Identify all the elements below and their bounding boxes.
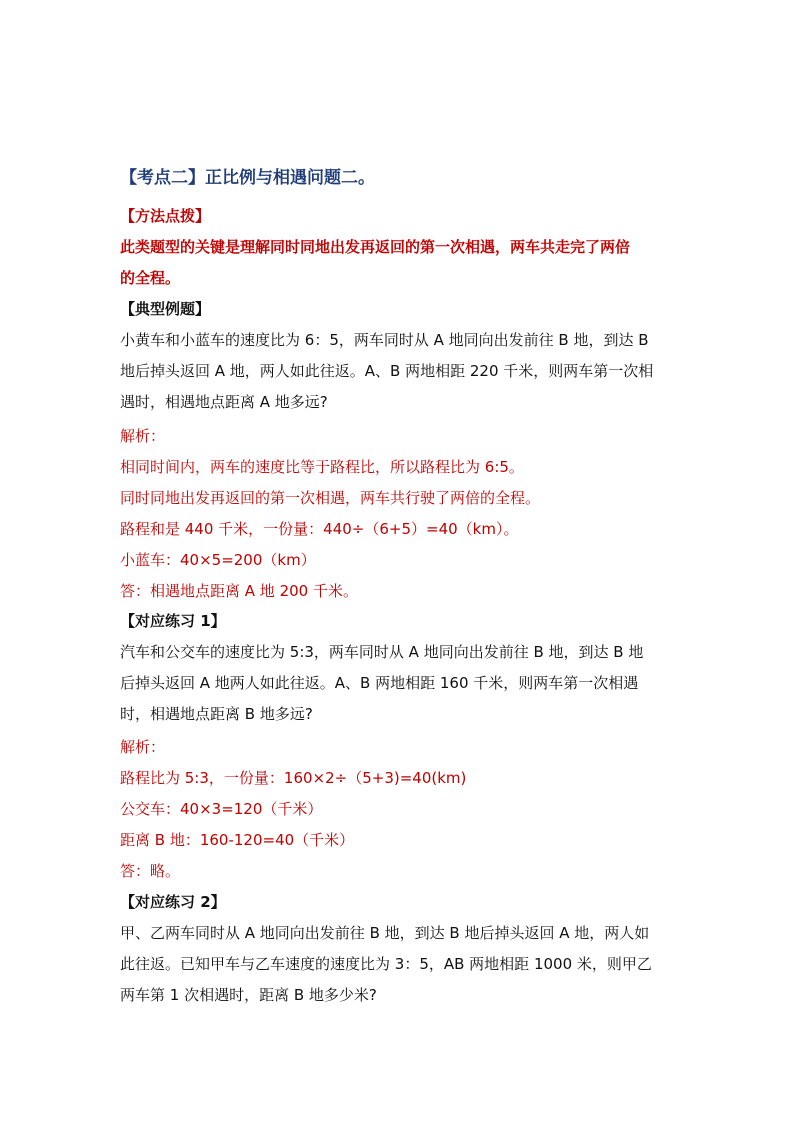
practice1-answer-line: 答：略。 [120,862,181,880]
practice2-question-line: 两车第 1 次相遇时，距离 B 地多少米? [120,986,377,1004]
example-heading: 【典型例题】 [120,300,211,318]
example-analysis-label: 解析： [120,427,166,445]
method-line: 的全程。 [120,269,181,287]
practice1-solution-line: 公交车：40×3=120（千米） [120,800,323,818]
practice1-analysis-label: 解析： [120,738,166,756]
practice1-question-line: 汽车和公交车的速度比为 5:3，两车同时从 A 地同向出发前往 B 地，到达 B 地 [120,643,644,661]
example-answer-line: 答：相遇地点距离 A 地 200 千米。 [120,582,358,600]
example-solution-line: 同时同地出发再返回的第一次相遇，两车共行驶了两倍的全程。 [120,489,541,507]
example-solution-line: 小蓝车：40×5=200（km） [120,551,316,569]
practice2-heading: 【对应练习 2】 [120,893,226,911]
practice1-question-line: 时，相遇地点距离 B 地多远? [120,705,313,723]
section-title: 【考点二】正比例与相遇问题二。 [120,168,375,188]
practice2-question-line: 此往返。已知甲车与乙车速度的速度比为 3：5，AB 两地相距 1000 米，则甲乙 [120,955,652,973]
example-question-line: 遇时，相遇地点距离 A 地多远? [120,393,328,411]
example-solution-line: 路程和是 440 千米，一份量：440÷（6+5）=40（km）。 [120,520,519,538]
example-question-line: 小黄车和小蓝车的速度比为 6：5，两车同时从 A 地同向出发前往 B 地，到达 B [120,331,649,349]
practice1-solution-line: 路程比为 5:3，一份量：160×2÷（5+3)=40(km) [120,769,467,787]
practice2-question-line: 甲、乙两车同时从 A 地同向出发前往 B 地，到达 B 地后掉头返回 A 地，两人如 [120,924,650,942]
practice1-heading: 【对应练习 1】 [120,612,226,630]
example-question-line: 地后掉头返回 A 地，两人如此往返。A、B 两地相距 220 千米，则两车第一次相 [120,362,654,380]
example-solution-line: 相同时间内，两车的速度比等于路程比，所以路程比为 6:5。 [120,458,524,476]
method-line: 此类题型的关键是理解同时同地出发再返回的第一次相遇，两车共走完了两倍 [120,238,631,256]
practice1-question-line: 后掉头返回 A 地两人如此往返。A、B 两地相距 160 千米，则两车第一次相遇 [120,674,639,692]
practice1-solution-line: 距离 B 地：160-120=40（千米） [120,831,355,849]
method-heading: 【方法点拨】 [120,207,211,225]
